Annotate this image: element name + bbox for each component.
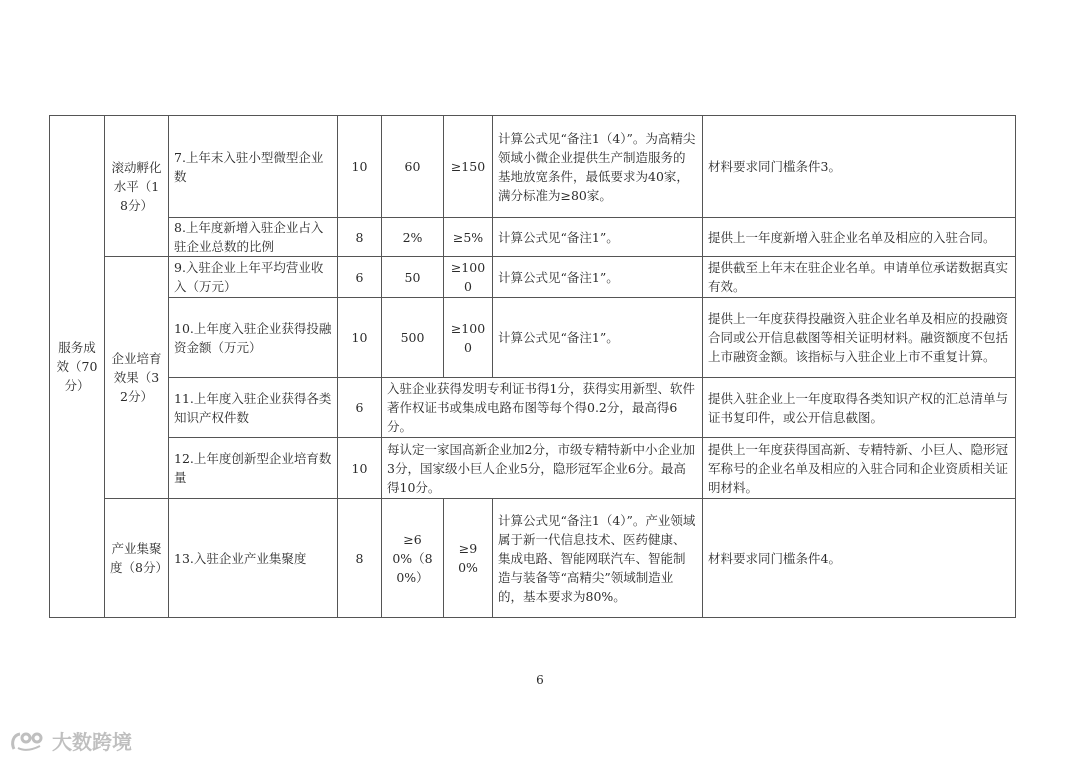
weight-cell: 10 — [338, 438, 382, 499]
subcategory-cell: 滚动孵化水平（18分） — [105, 116, 169, 257]
indicator-cell: 11.上年度入驻企业获得各类知识产权件数 — [169, 378, 338, 438]
table-row — [50, 298, 1016, 378]
formula-cell: 计算公式见“备注1”。 — [493, 298, 703, 378]
indicator-cell: 7.上年末入驻小型微型企业数 — [169, 116, 338, 218]
weight-cell: 8 — [338, 499, 382, 618]
indicator-cell: 8.上年度新增入驻企业占入驻企业总数的比例 — [169, 218, 338, 257]
weight-cell: 10 — [338, 116, 382, 218]
table-row — [50, 116, 1016, 218]
formula-cell: 计算公式见“备注1（4）”。为高精尖领域小微企业提供生产制造服务的基地放宽条件，最低要求为40家，满分标准为≥80家。 — [493, 116, 703, 218]
table-row — [50, 438, 1016, 499]
material-cell: 材料要求同门槛条件4。 — [703, 499, 1016, 618]
target-value-cell: ≥1000 — [444, 257, 493, 298]
base-value-cell: 2% — [382, 218, 444, 257]
base-value-cell: 500 — [382, 298, 444, 378]
material-cell: 提供入驻企业上一年度取得各类知识产权的汇总清单与证书复印件，或公开信息截图。 — [703, 378, 1016, 438]
weight-cell: 10 — [338, 298, 382, 378]
table-row — [50, 499, 1016, 618]
logo-icon — [10, 729, 46, 753]
formula-cell: 计算公式见“备注1”。 — [493, 218, 703, 257]
table-row — [50, 218, 1016, 257]
base-value-cell: ≥60%（80%） — [382, 499, 444, 618]
formula-cell: 计算公式见“备注1（4）”。产业领域属于新一代信息技术、医药健康、集成电路、智能网联汽车、智能制造与装备等“高精尖”领域制造业的，基本要求为80%。 — [493, 499, 703, 618]
material-cell: 提供上一年度新增入驻企业名单及相应的入驻合同。 — [703, 218, 1016, 257]
watermark-text: 大数跨境 — [52, 730, 132, 754]
indicator-cell: 12.上年度创新型企业培育数量 — [169, 438, 338, 499]
indicator-cell: 13.入驻企业产业集聚度 — [169, 499, 338, 618]
material-cell: 材料要求同门槛条件3。 — [703, 116, 1016, 218]
scoring-cell: 每认定一家国高新企业加2分，市级专精特新中小企业加3分，国家级小巨人企业5分，隐形冠军企业6分。最高得10分。 — [382, 438, 703, 499]
evaluation-table — [49, 115, 1016, 618]
page-number: 6 — [536, 673, 544, 687]
main-category-cell: 服务成效（70分） — [50, 116, 105, 618]
scoring-cell: 入驻企业获得发明专利证书得1分，获得实用新型、软件著作权证书或集成电路布图等每个得0.2分，最高得6分。 — [382, 378, 703, 438]
indicator-cell: 9.入驻企业上年平均营业收入（万元） — [169, 257, 338, 298]
target-value-cell: ≥90% — [444, 499, 493, 618]
subcategory-cell: 企业培育效果（32分） — [105, 257, 169, 499]
base-value-cell: 50 — [382, 257, 444, 298]
weight-cell: 6 — [338, 378, 382, 438]
formula-cell: 计算公式见“备注1”。 — [493, 257, 703, 298]
table-row — [50, 378, 1016, 438]
base-value-cell: 60 — [382, 116, 444, 218]
weight-cell: 6 — [338, 257, 382, 298]
table-row — [50, 257, 1016, 298]
target-value-cell: ≥1000 — [444, 298, 493, 378]
watermark — [10, 726, 132, 755]
target-value-cell: ≥150 — [444, 116, 493, 218]
subcategory-cell: 产业集聚度（8分） — [105, 499, 169, 618]
indicator-cell: 10.上年度入驻企业获得投融资金额（万元） — [169, 298, 338, 378]
weight-cell: 8 — [338, 218, 382, 257]
material-cell: 提供上一年度获得投融资入驻企业名单及相应的投融资合同或公开信息截图等相关证明材料。融资额度不包括上市融资金额。该指标与入驻企业上市不重复计算。 — [703, 298, 1016, 378]
target-value-cell: ≥5% — [444, 218, 493, 257]
material-cell: 提供截至上年末在驻企业名单。申请单位承诺数据真实有效。 — [703, 257, 1016, 298]
material-cell: 提供上一年度获得国高新、专精特新、小巨人、隐形冠军称号的企业名单及相应的入驻合同和企业资质相关证明材料。 — [703, 438, 1016, 499]
